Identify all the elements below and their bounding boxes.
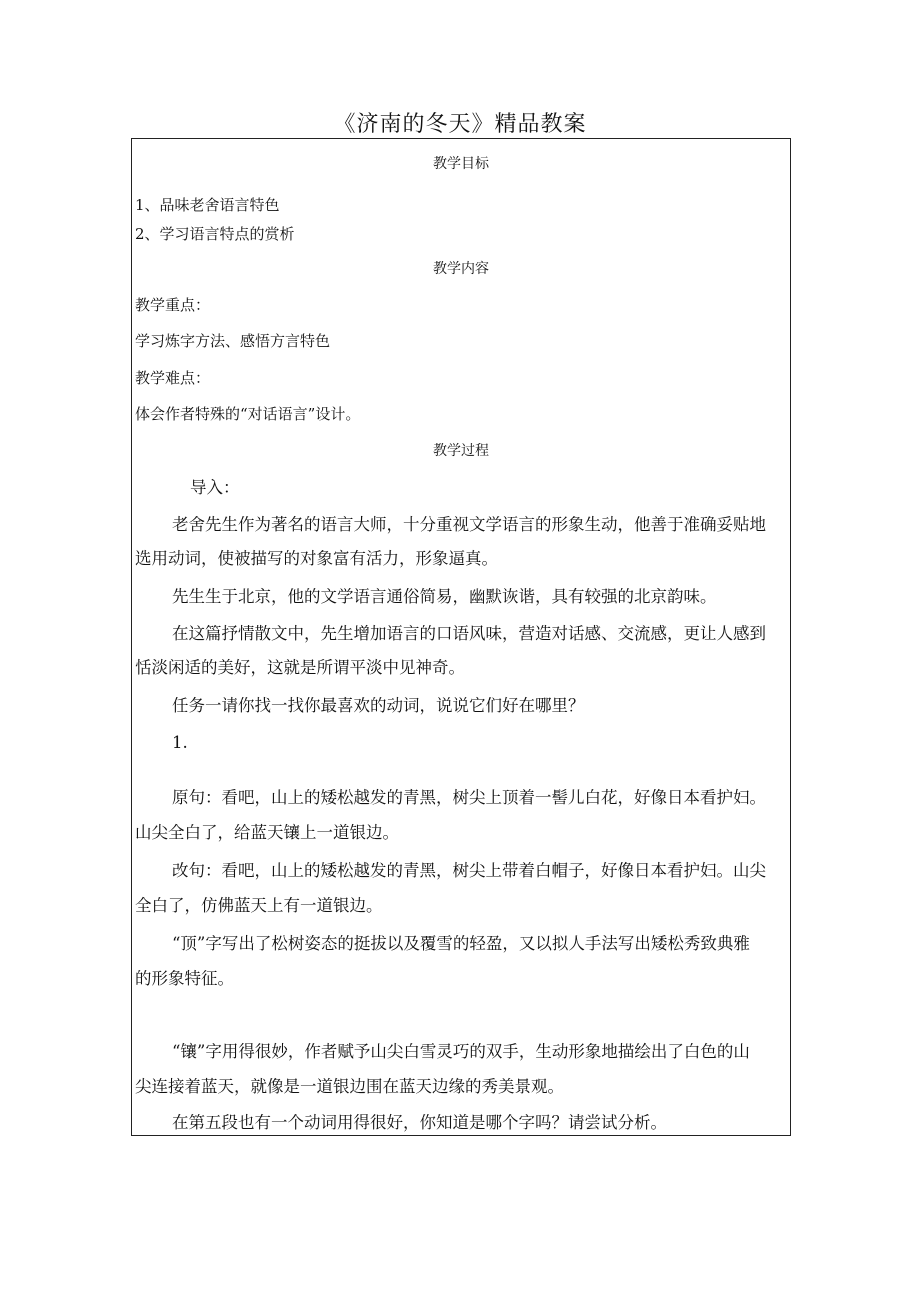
document-title: 《济南的冬天》精品教案	[333, 112, 587, 137]
revised-sentence-line-1: 改句：看吧，山上的矮松越发的青黑，树尖上带着白帽子，好像日本看护妇。山尖	[172, 861, 766, 880]
goal-item-1: 1、品味老舍语言特色	[135, 196, 280, 214]
original-sentence-line-2: 山尖全白了，给蓝天镶上一道银边。	[135, 823, 399, 842]
xiang-analysis-line-1: “镶”字用得很妙，作者赋予山尖白雪灵巧的双手，生动形象地描绘出了白色的山	[172, 1042, 750, 1061]
xiang-analysis-line-2: 尖连接着蓝天，就像是一道银边围在蓝天边缘的秀美景观。	[135, 1077, 564, 1096]
paragraph-1-line-2: 选用动词，使被描写的对象富有活力，形象逼真。	[135, 549, 498, 568]
key-point-label: 教学重点：	[135, 296, 211, 314]
goals-heading: 教学目标	[433, 156, 489, 172]
difficulty-label: 教学难点：	[135, 369, 211, 387]
paragraph-1-line-1: 老舍先生作为著名的语言大师，十分重视文学语言的形象生动，他善于准确妥贴地	[172, 515, 766, 534]
key-point-text: 学习炼字方法、感悟方言特色	[135, 332, 331, 350]
item-number-1: 1.	[172, 733, 188, 752]
process-heading: 教学过程	[433, 443, 489, 459]
paragraph-3-line-1: 在这篇抒情散文中，先生增加语言的口语风味，营造对话感、交流感，更让人感到	[172, 624, 766, 643]
ding-analysis-line-2: 的形象特征。	[135, 969, 234, 988]
difficulty-text: 体会作者特殊的“对话语言”设计。	[135, 405, 361, 423]
ding-analysis-line-1: “顶”字写出了松树姿态的挺拔以及覆雪的轻盈，又以拟人手法写出矮松秀致典雅	[172, 934, 750, 953]
intro-label: 导入：	[190, 478, 240, 497]
paragraph-3-line-2: 恬淡闲适的美好，这就是所谓平淡中见神奇。	[135, 658, 465, 677]
paragraph-5-question: 在第五段也有一个动词用得很好，你知道是哪个字吗？请尝试分析。	[172, 1113, 667, 1132]
task-1: 任务一请你找一找你最喜欢的动词，说说它们好在哪里？	[172, 696, 585, 715]
lesson-plan-table	[131, 138, 791, 1136]
revised-sentence-line-2: 全白了，仿佛蓝天上有一道银边。	[135, 896, 383, 915]
original-sentence-line-1: 原句：看吧，山上的矮松越发的青黑，树尖上顶着一髻儿白花，好像日本看护妇。	[172, 788, 766, 807]
goal-item-2: 2、学习语言特点的赏析	[135, 225, 295, 243]
paragraph-2: 先生生于北京，他的文学语言通俗简易，幽默诙谐，具有较强的北京韵味。	[172, 587, 717, 606]
content-heading: 教学内容	[433, 261, 489, 277]
